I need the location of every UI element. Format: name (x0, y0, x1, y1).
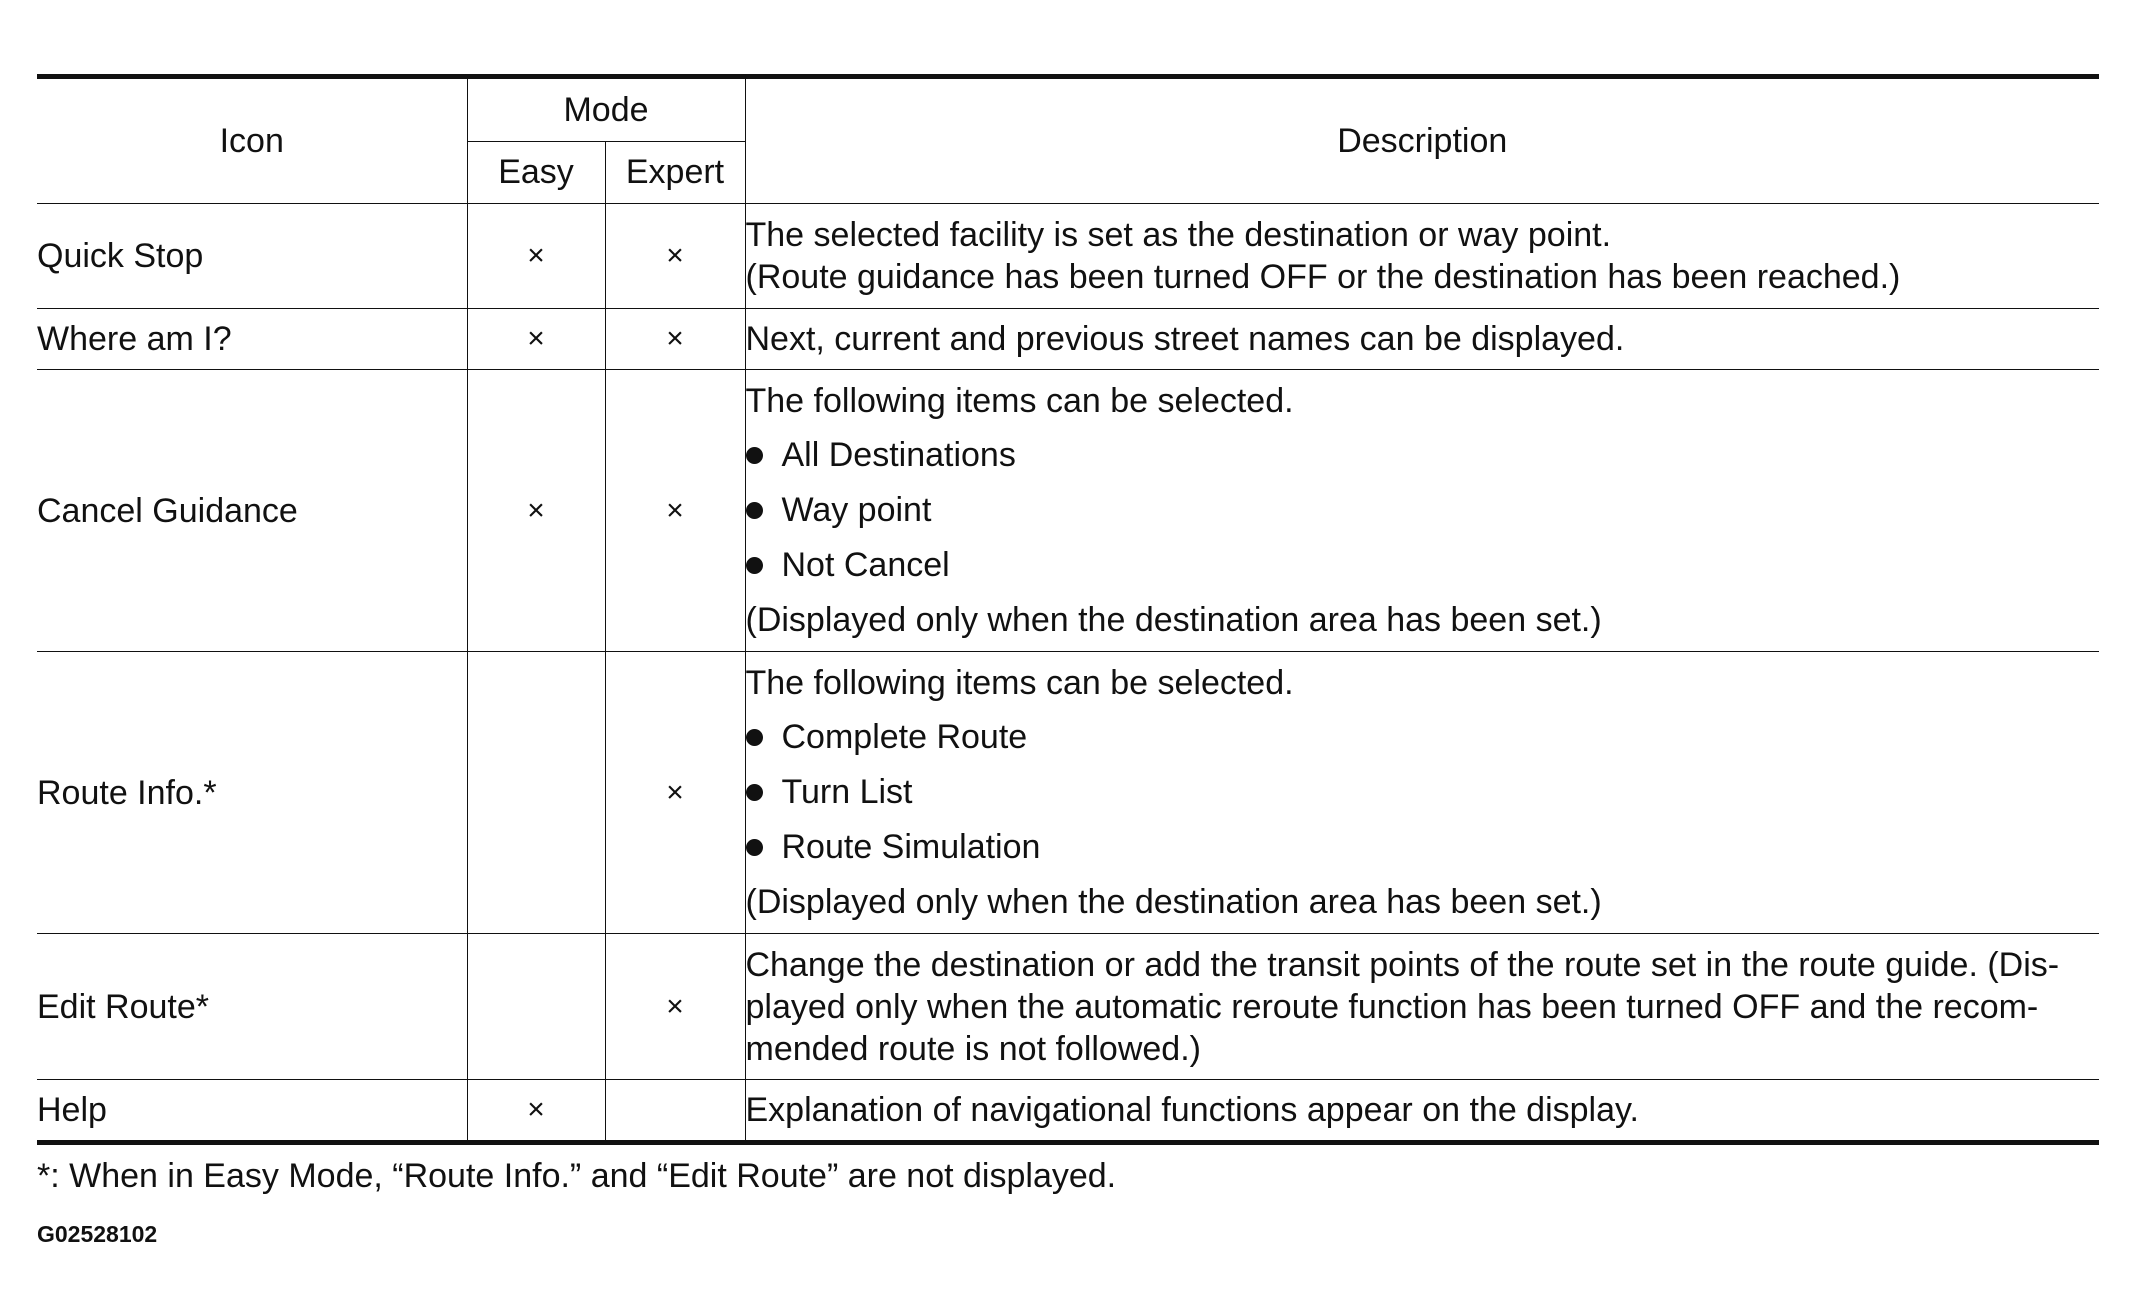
row-icon-name: Route Info.* (37, 652, 467, 934)
bullet-item (746, 765, 2100, 820)
header-expert: Expert (605, 141, 745, 203)
table-row (37, 204, 2099, 309)
bullet-label: Route Simulation (781, 828, 1041, 866)
description-intro: The following items can be selected. (745, 664, 1294, 702)
bullet-item (746, 710, 2100, 765)
description-line: Next, current and previous street names can be displayed. (745, 320, 1625, 358)
table-header (37, 77, 2099, 204)
bullet-label: Not Cancel (781, 546, 950, 584)
expert-mode-mark: × (605, 204, 745, 309)
document (37, 74, 2099, 1248)
table-row (37, 934, 2099, 1080)
expert-mode-mark (605, 1080, 745, 1143)
description-line: Explanation of navigational functions appear on the display. (745, 1091, 1639, 1129)
bullet-label: Complete Route (781, 718, 1028, 756)
expert-mode-mark: × (605, 652, 745, 934)
description-line: mended route is not followed.) (745, 1029, 1201, 1068)
navigation-menu-table (37, 74, 2099, 1145)
description-note: (Displayed only when the destination area has been set.) (745, 883, 1602, 921)
expert-mode-mark: × (605, 309, 745, 370)
bullet-dot-icon (746, 502, 763, 519)
row-description (745, 204, 2099, 309)
description-line: (Route guidance has been turned OFF or the destination has been reached.) (745, 258, 1901, 296)
table-row (37, 652, 2099, 934)
figure-id: G02528102 (37, 1221, 158, 1247)
easy-mode-mark: × (467, 370, 605, 652)
footnote: *: When in Easy Mode, “Route Info.” and “Edit Route” are not displayed. (37, 1157, 1117, 1195)
bullet-item (746, 428, 2100, 483)
expert-mode-mark: × (605, 934, 745, 1080)
bullet-dot-icon (746, 784, 763, 801)
header-icon: Icon (37, 77, 467, 204)
bullet-dot-icon (746, 447, 763, 464)
row-description (745, 1080, 2099, 1143)
row-icon-name: Edit Route* (37, 934, 467, 1080)
bullet-dot-icon (746, 729, 763, 746)
bullet-label: Turn List (781, 773, 913, 811)
table-row (37, 309, 2099, 370)
header-mode: Mode (467, 77, 745, 142)
description-line: Change the destination or add the transit points of the route set in the route guide. (Dis- (745, 945, 2060, 984)
easy-mode-mark: × (467, 204, 605, 309)
header-easy: Easy (467, 141, 605, 203)
description-note: (Displayed only when the destination area has been set.) (745, 601, 1602, 639)
bullet-label: All Destinations (781, 436, 1016, 474)
row-icon-name: Where am I? (37, 309, 467, 370)
bullet-label: Way point (781, 491, 932, 529)
row-icon-name: Cancel Guidance (37, 370, 467, 652)
easy-mode-mark (467, 652, 605, 934)
easy-mode-mark: × (467, 1080, 605, 1143)
bullet-item (746, 820, 2100, 875)
row-icon-name: Quick Stop (37, 204, 467, 309)
row-description (745, 309, 2099, 370)
row-icon-name: Help (37, 1080, 467, 1143)
bullet-dot-icon (746, 557, 763, 574)
description-line: played only when the automatic reroute function has been turned OFF and the recom- (745, 987, 2039, 1026)
bullet-dot-icon (746, 839, 763, 856)
bullet-item (746, 483, 2100, 538)
easy-mode-mark (467, 934, 605, 1080)
easy-mode-mark: × (467, 309, 605, 370)
row-description (745, 652, 2099, 934)
header-description: Description (745, 77, 2099, 204)
expert-mode-mark: × (605, 370, 745, 652)
table-row (37, 1080, 2099, 1143)
row-description (745, 370, 2099, 652)
table-body (37, 204, 2099, 1143)
row-description (745, 934, 2099, 1080)
table-row (37, 370, 2099, 652)
description-line: The selected facility is set as the destination or way point. (745, 216, 1612, 254)
bullet-item (746, 538, 2100, 593)
description-intro: The following items can be selected. (745, 382, 1294, 420)
